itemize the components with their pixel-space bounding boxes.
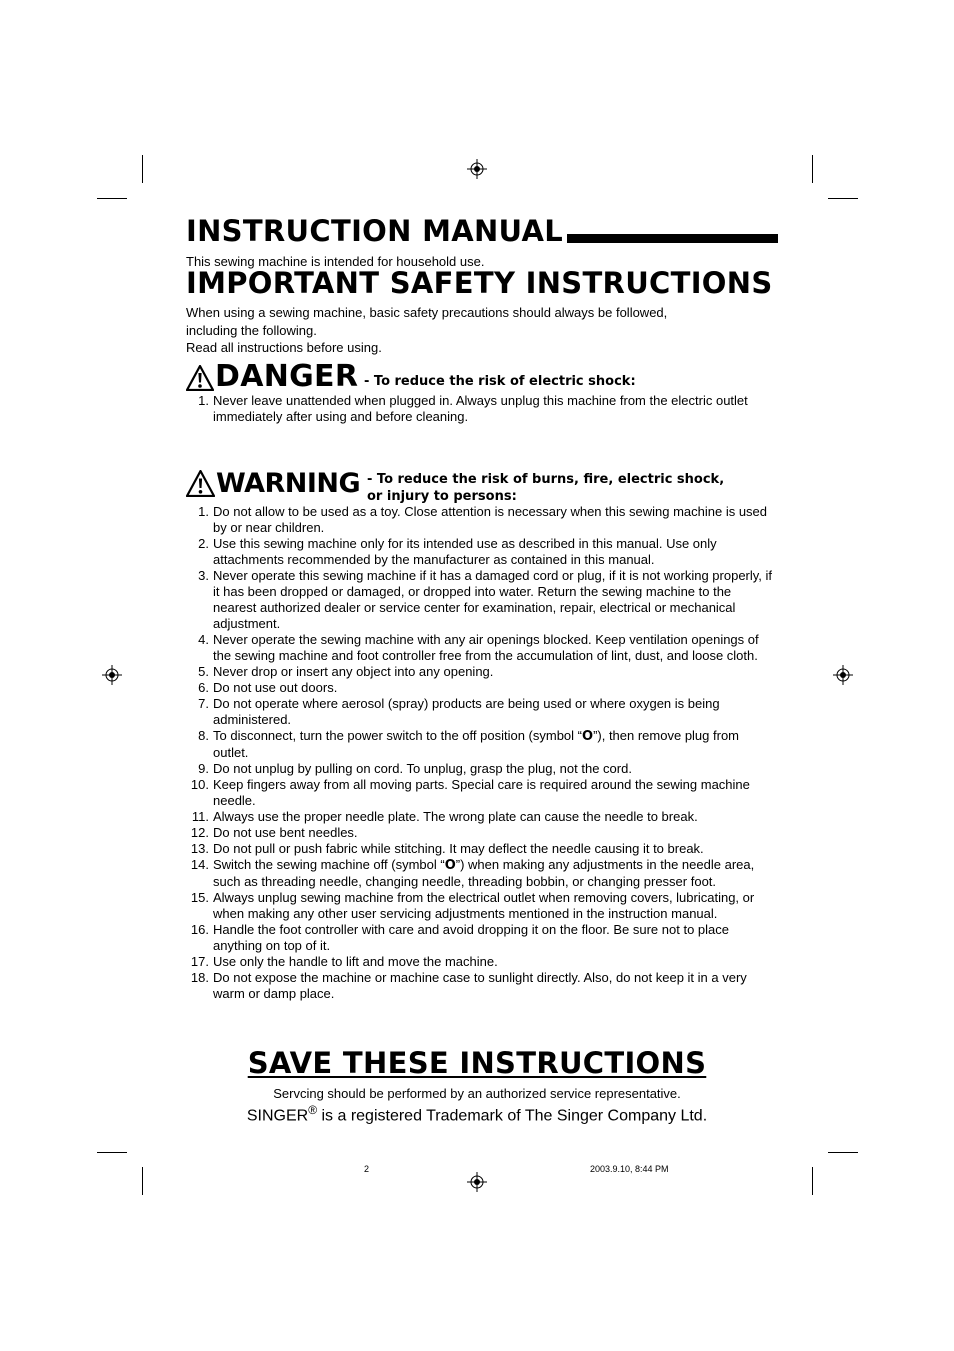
list-item-text: Use only the handle to lift and move the machine. — [213, 954, 498, 969]
list-item-text: Never operate the sewing machine with any air openings blocked. Keep ventilation openings of the sewing machine and foot controller free from the accumulation of lint, dust, and loose cloth. — [213, 632, 759, 663]
list-item-number: 11. — [191, 809, 209, 824]
list-item — [186, 664, 778, 680]
warning-header — [186, 468, 786, 506]
list-item-text: Do not allow to be used as a toy. Close attention is necessary when this sewing machine is used by or near children. — [213, 504, 768, 535]
list-item-number: 10. — [190, 777, 209, 792]
list-item-number: 16. — [190, 922, 209, 937]
list-item-number: 13. — [190, 841, 209, 856]
warning-triangle-icon — [186, 470, 215, 497]
list-item — [186, 504, 778, 536]
list-item-number: 17. — [190, 954, 209, 969]
list-item — [186, 728, 778, 761]
list-item — [186, 954, 778, 970]
list-item-text: Never leave unattended when plugged in. Always unplug this machine from the electric outlet immediately after using and before cleaning. — [213, 393, 748, 424]
crop-mark — [142, 155, 143, 183]
safety-intro-line: When using a sewing machine, basic safety precautions should always be followed, — [186, 305, 668, 320]
list-item — [186, 536, 778, 568]
registration-mark-icon — [833, 665, 853, 685]
list-item — [186, 922, 778, 954]
danger-label: DANGER — [215, 359, 359, 394]
warning-note-line: or injury to persons: — [367, 489, 517, 504]
list-item — [186, 393, 778, 425]
list-item — [186, 825, 778, 841]
manual-title-row — [186, 214, 778, 250]
registration-mark-icon — [467, 1172, 487, 1192]
registration-mark-icon — [102, 665, 122, 685]
list-item-number: 14. — [190, 857, 209, 872]
print-timestamp: 2003.9.10, 8:44 PM — [590, 1164, 669, 1174]
list-item-text: To disconnect, turn the power switch to the off position (symbol “ — [213, 728, 582, 743]
list-item-number: 2. — [198, 536, 209, 551]
household-use-note: This sewing machine is intended for household use. — [186, 254, 485, 269]
list-item-number: 4. — [198, 632, 209, 647]
list-item-text: Do not unplug by pulling on cord. To unplug, grasp the plug, not the cord. — [213, 761, 632, 776]
safety-intro-line: Read all instructions before using. — [186, 340, 382, 355]
list-item-text: Do not use bent needles. — [213, 825, 358, 840]
list-item — [186, 777, 778, 809]
danger-header — [186, 359, 786, 394]
list-item-text: ”) when making any adjustments in the needle area, such as threading needle, changing needle, threading bobbin, or changing presser foot. — [213, 857, 755, 889]
safety-intro — [186, 304, 746, 357]
list-item-text: Handle the foot controller with care and avoid dropping it on the floor. Be sure not to place anything on top of it. — [213, 922, 729, 953]
list-item — [186, 632, 778, 664]
list-item-text: Never operate this sewing machine if it has a damaged cord or plug, if it is not working properly, if it has been dropped or damaged, or dropped into water. Return the sewing machine to the nearest authorized dealer or service center for examination, repair, electrical or mechanical adjustment. — [213, 568, 773, 631]
crop-mark — [97, 198, 127, 199]
warning-note — [367, 471, 724, 505]
save-instructions-heading: SAVE THESE INSTRUCTIONS — [247, 1046, 707, 1080]
list-item-text: Keep fingers away from all moving parts. Special care is required around the sewing machine needle. — [213, 777, 750, 808]
list-item-number: 7. — [198, 696, 209, 711]
list-item-number: 9. — [198, 761, 209, 776]
registered-symbol: ® — [308, 1103, 318, 1117]
safety-intro-line: including the following. — [186, 322, 317, 338]
trademark-notice — [0, 1103, 954, 1125]
warning-label: WARNING — [216, 468, 361, 499]
warning-note-line: - To reduce the risk of burns, fire, electric shock, — [367, 472, 725, 487]
trademark-brand: SINGER — [246, 1107, 309, 1125]
list-item-number: 15. — [190, 890, 209, 905]
list-item-number: 3. — [198, 568, 209, 583]
warning-list — [186, 504, 778, 1002]
list-item-text: Never drop or insert any object into any opening. — [213, 664, 494, 679]
crop-mark — [812, 155, 813, 183]
list-item — [186, 680, 778, 696]
list-item-number: 18. — [190, 970, 209, 985]
crop-mark — [828, 1152, 858, 1153]
danger-list — [186, 393, 778, 425]
registration-mark-icon — [467, 159, 487, 179]
list-item-number: 1. — [198, 393, 209, 408]
safety-heading: IMPORTANT SAFETY INSTRUCTIONS — [186, 266, 773, 300]
list-item-text: Do not expose the machine or machine case to sunlight directly. Also, do not keep it in a very warm or damp place. — [213, 970, 747, 1001]
off-symbol: O — [444, 858, 456, 873]
crop-mark — [828, 198, 858, 199]
list-item — [186, 841, 778, 857]
page-number: 2 — [364, 1164, 370, 1174]
list-item-number: 5. — [198, 664, 209, 679]
list-item-number: 6. — [198, 680, 209, 695]
list-item-text: Switch the sewing machine off (symbol “ — [213, 857, 445, 872]
crop-mark — [812, 1167, 813, 1195]
list-item — [186, 761, 778, 777]
list-item-number: 8. — [198, 728, 209, 743]
danger-note: - To reduce the risk of electric shock: — [364, 374, 636, 389]
off-symbol: O — [582, 729, 594, 744]
manual-title: INSTRUCTION MANUAL — [186, 214, 564, 248]
trademark-text: is a registered Trademark of The Singer Company Ltd. — [317, 1107, 708, 1125]
warning-triangle-icon — [186, 365, 214, 391]
crop-mark — [97, 1152, 127, 1153]
list-item-text: Always use the proper needle plate. The wrong plate can cause the needle to break. — [213, 809, 698, 824]
list-item-number: 1. — [198, 504, 209, 519]
list-item — [186, 970, 778, 1002]
list-item — [186, 568, 778, 632]
list-item — [186, 809, 778, 825]
list-item — [186, 890, 778, 922]
title-rule — [567, 234, 778, 243]
list-item-text: Do not pull or push fabric while stitching. It may deflect the needle causing it to break. — [213, 841, 704, 856]
service-note: Servcing should be performed by an authorized service representative. — [273, 1086, 681, 1101]
list-item-number: 12. — [190, 825, 209, 840]
list-item-text: Always unplug sewing machine from the electrical outlet when removing covers, lubricating, or when making any other user servicing adjustments mentioned in the instruction manual. — [213, 890, 755, 921]
list-item-text: ”), then remove plug from outlet. — [213, 728, 740, 760]
list-item — [186, 696, 778, 728]
list-item-text: Do not operate where aerosol (spray) products are being used or where oxygen is being administered. — [213, 696, 720, 727]
list-item-text: Use this sewing machine only for its intended use as described in this manual. Use only attachments recommended by the manufacturer as contained in this manual. — [213, 536, 717, 567]
list-item-text: Do not use out doors. — [213, 680, 338, 695]
crop-mark — [142, 1167, 143, 1195]
list-item — [186, 857, 778, 890]
